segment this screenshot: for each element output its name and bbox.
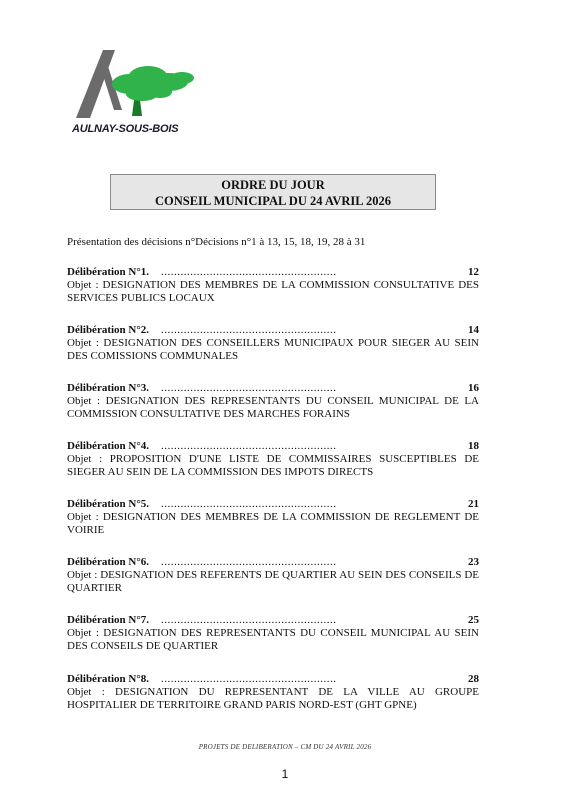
deliberation-item	[67, 498, 479, 537]
deliberation-object: Objet : DESIGNATION DES REFERENTS DE QUARTIER AU SEIN DES CONSEILS DE QUARTIER	[67, 569, 479, 594]
deliberation-object: Objet : DESIGNATION DES REPRESENTANTS DU CONSEIL MUNICIPAL DE LA COMMISSION CONSULTATIVE DES MARCHES FORAINS	[67, 395, 479, 420]
deliberation-label: Délibération N°8.	[67, 673, 150, 685]
deliberation-item	[67, 556, 479, 595]
leader-dots: ......................................................	[161, 440, 337, 452]
leader-dots: ......................................................	[161, 556, 337, 568]
deliberation-item	[67, 440, 479, 479]
deliberation-item	[67, 614, 479, 653]
agenda-title-box	[110, 174, 436, 210]
deliberation-label: Délibération N°6.	[67, 556, 150, 568]
deliberation-object: Objet : DESIGNATION DES MEMBRES DE LA COMMISSION CONSULTATIVE DES SERVICES PUBLICS LOCAUX	[67, 279, 479, 304]
deliberation-page: 23	[468, 556, 479, 568]
deliberation-label: Délibération N°5.	[67, 498, 150, 510]
deliberation-object: Objet : DESIGNATION DU REPRESENTANT DE LA VILLE AU GROUPE HOSPITALIER DE TERRITOIRE GRAND PARIS NORD-EST (GHT GPNE)	[67, 686, 479, 711]
deliberation-item	[67, 266, 479, 305]
deliberation-label: Délibération N°1.	[67, 266, 150, 278]
agenda-subtitle: CONSEIL MUNICIPAL DU 24 AVRIL 2026	[154, 194, 392, 208]
aulnay-logo-icon	[70, 48, 200, 128]
deliberation-object: Objet : DESIGNATION DES REPRESENTANTS DU CONSEIL MUNICIPAL AU SEIN DES CONSEILS DE QUARTIER	[67, 627, 479, 652]
deliberation-object: Objet : DESIGNATION DES MEMBRES DE LA COMMISSION DE REGLEMENT DE VOIRIE	[67, 511, 479, 536]
deliberation-page: 25	[468, 614, 479, 626]
deliberation-page: 14	[468, 324, 479, 336]
page-number: 1	[281, 767, 289, 781]
deliberation-page: 18	[468, 440, 479, 452]
leader-dots: ......................................................	[161, 614, 337, 626]
deliberation-object: Objet : DESIGNATION DES CONSEILLERS MUNICIPAUX POUR SIEGER AU SEIN DES COMISSIONS COMMUNALES	[67, 337, 479, 362]
leader-dots: ......................................................	[161, 673, 337, 685]
leader-dots: ......................................................	[161, 498, 337, 510]
agenda-title: ORDRE DU JOUR	[221, 178, 325, 192]
deliberation-object: Objet : PROPOSITION D'UNE LISTE DE COMMISSAIRES SUSCEPTIBLES DE SIEGER AU SEIN DE LA COMMISSION DES IMPOTS DIRECTS	[67, 453, 479, 478]
deliberation-label: Délibération N°2.	[67, 324, 150, 336]
deliberation-label: Délibération N°7.	[67, 614, 150, 626]
page-footer: PROJETS DE DELIBERATION – CM DU 24 AVRIL 2026	[198, 743, 372, 751]
deliberation-item	[67, 673, 479, 712]
deliberation-item	[67, 324, 479, 363]
deliberation-page: 16	[468, 382, 479, 394]
deliberation-label: Délibération N°3.	[67, 382, 150, 394]
logo-city-name: AULNAY-SOUS-BOIS	[72, 123, 179, 135]
deliberation-item	[67, 382, 479, 421]
deliberation-page: 12	[468, 266, 479, 278]
deliberation-page: 28	[468, 673, 479, 685]
deliberation-label: Délibération N°4.	[67, 440, 150, 452]
leader-dots: ......................................................	[161, 266, 337, 278]
deliberation-page: 21	[468, 498, 479, 510]
leader-dots: ......................................................	[161, 324, 337, 336]
decisions-intro: Présentation des décisions n°Décisions n°1 à 13, 15, 18, 19, 28 à 31	[67, 236, 366, 248]
leader-dots: ......................................................	[161, 382, 337, 394]
